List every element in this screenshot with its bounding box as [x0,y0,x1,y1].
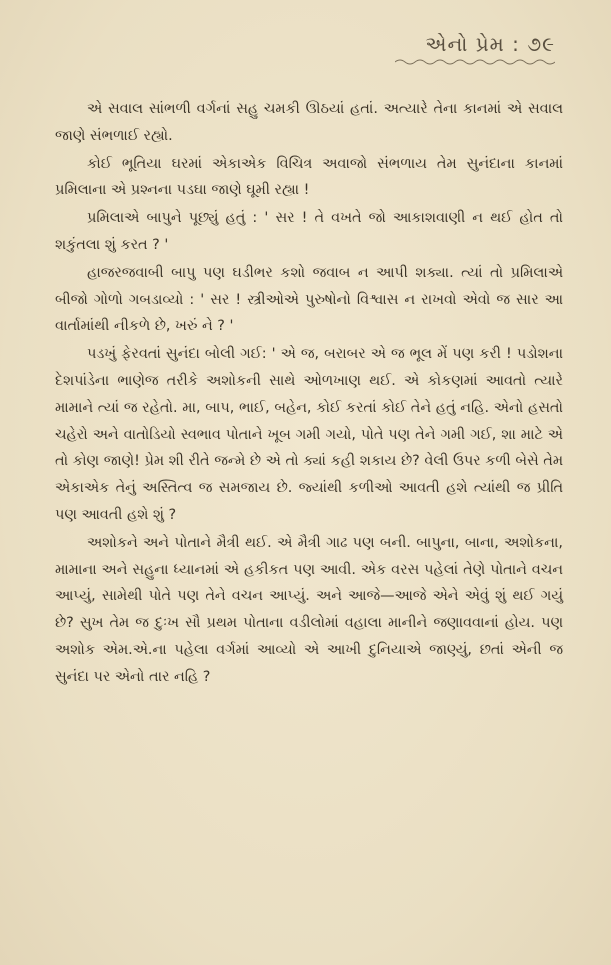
paragraph: પડખું ફેરવતાં સુનંદા બોલી ગઈ: ' એ જ, બરાબર એ જ ભૂલ મેં પણ કરી ! પડોશના દેશપાંડેના ભાણેજ તરીકે અશોકની સાથે ઓળખાણ થઈ. એ કોકણમાં આવતો ત્યારે મામાને ત્યાં જ રહેતો. મા, બાપ, ભાઈ, બહેન, કોઈ કરતાં કોઈ તેને હતું નહિ. એનો હસતો ચહેરો અને વાતોડિયો સ્વભાવ પોતાને ખૂબ ગમી ગયો, પોતે પણ તેને ગમી ગઈ, શા માટે એ તો કોણ જાણે! પ્રેમ શી રીતે જન્મે છે એ તો ક્યાં કહી શકાય છે? વેલી ઉપર કળી બેસે તેમ એકાએક તેનું અસ્તિત્વ જ સમજાય છે. જ્યાંથી કળીઓ આવતી હશે ત્યાંથી જ પ્રીતિ પણ આવતી હશે શું ? [55,346,563,523]
header-wavy-rule [395,58,555,66]
paragraph: અશોકને અને પોતાને મૈત્રી થઈ. એ મૈત્રી ગાઢ પણ બની. બાપુના, બાના, અશોકના, મામાના અને સહુના ધ્યાનમાં એ હકીકત પણ આવી. એક વરસ પહેલાં તેણે પોતાને વચન આપ્યું, સામેથી પોતે પણ તેને વચન આપ્યું. અને આજે—આજે એને એવું શું થઈ ગયું છે? સુખ તેમ જ દુઃખ સૌ પ્રથમ પોતાના વડીલોમાં વહાલા માનીને જણાવવાનાં હોય. પણ અશોક એમ.એ.ના પહેલા વર્ગમાં આવ્યો એ આખી દુનિયાએ જાણ્યું, છતાં એની જ સુનંદા પર એનો તાર નહિ ? [55,534,563,685]
paragraph: હાજરજવાબી બાપુ પણ ઘડીભર કશો જવાબ ન આપી શક્યા. ત્યાં તો પ્રમિલાએ બીજો ગોળો ગબડાવ્યો : ' સર ! સ્ત્રીઓએ પુરુષોનો વિશ્વાસ ન રાખવો એવો જ સાર આ વાર્તામાંથી નીકળે છે, ખરું ને ? ' [55,264,563,335]
page-header-title: એનો પ્રેમ : ૭૯ [425,32,555,56]
paragraph: કોઈ ભૂતિયા ઘરમાં એકાએક વિચિત્ર અવાજો સંભળાય તેમ સુનંદાના કાનમાં પ્રમિલાના એ પ્રશ્નના પડઘા જાણે ઘૂમી રહ્યા ! [55,155,563,199]
paragraph: એ સવાલ સાંભળી વર્ગનાં સહુ ચમકી ઊઠયાં હતાં. અત્યારે તેના કાનમાં એ સવાલ જાણે સંભળાઈ રહ્યો. [55,101,563,144]
body-text [55,96,563,692]
running-head [375,32,555,66]
paragraph: પ્રમિલાએ બાપુને પૂછ્યું હતું : ' સર ! તે વખતે જો આકાશવાણી ન થઈ હોત તો શકુંતલા શું કરત ? ' [55,210,563,253]
